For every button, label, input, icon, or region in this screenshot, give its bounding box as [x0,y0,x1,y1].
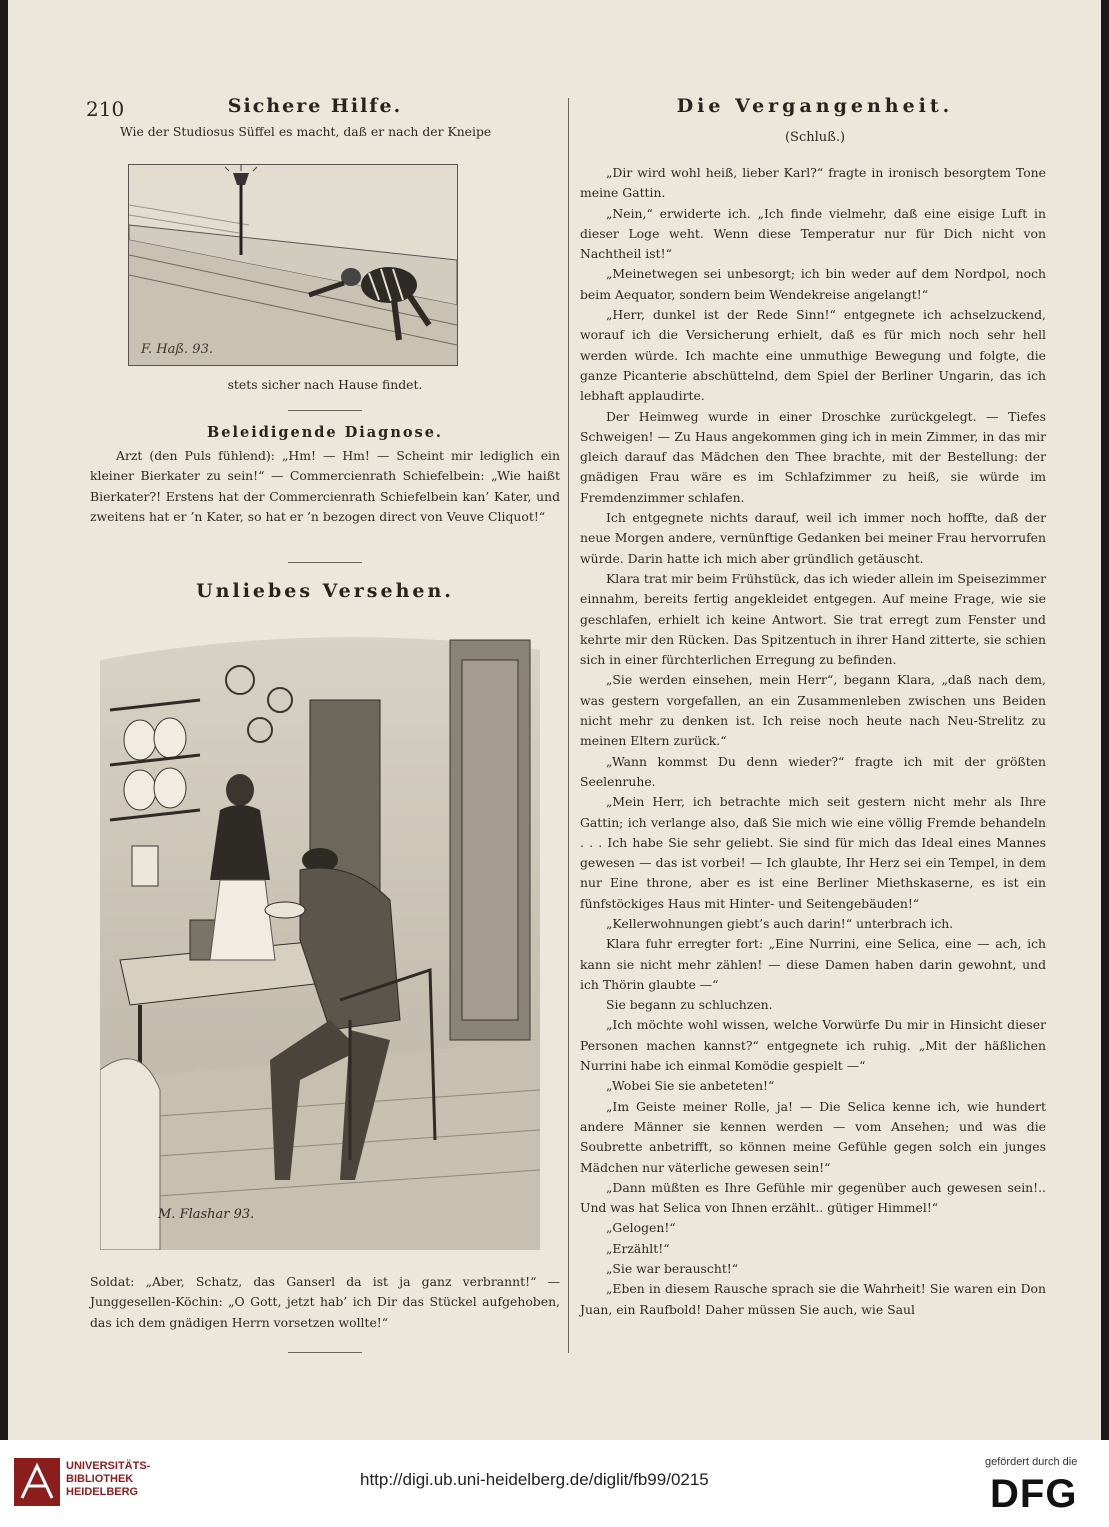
story-paragraph: „Dir wird wohl heiß, lieber Karl?“ fragte in ironisch besorgtem Tone meine Gattin. [580,165,1046,201]
story-paragraph: „Sie werden einsehen, mein Herr“, begann Klara, „daß nach dem, was gestern vorgefallen, an ein Zusammenleben zwischen uns Beiden nicht mehr zu denken ist. Ich reise noch heute nach Neu-Strelitz zu meinen Eltern zurück.“ [580,672,1046,749]
story-paragraph: „Kellerwohnungen giebt’s auch darin!“ unterbrach ich. [606,915,954,931]
story-paragraph: „Meinetwegen sei unbesorgt; ich bin weder auf dem Nordpol, noch beim Aequator, sondern beim Wendekreise angelangt!“ [580,266,1046,302]
soldier-and-cook-drawing [100,620,540,1250]
joke2-title: Beleidigende Diagnose. [207,424,443,441]
story-paragraph: Der Heimweg wurde in einer Droschke zurückgelegt. — Tiefes Schweigen! — Zu Haus angekommen ging ich in mein Zimmer, in das mir gleich darauf das Mädchen den Thee brachte, mit der Bestellung: der gnädigen Frau wäre es im Schlafzimmer zu heiß, sie würde im Fremdenzimmer schlafen. [580,408,1046,505]
dfg-logo[interactable]: DFG [990,1472,1078,1516]
joke1-caption-top: Wie der Studiosus Süffel es macht, daß er nach der Kneipe [120,124,492,139]
story-paragraph: Klara fuhr erregter fort: „Eine Nurrini, eine Selica, eine — ach, ich kann sie nicht mehr zählen! — diese Damen haben darin gewohnt, und ich Thörin glaubte —“ [580,936,1046,992]
story-paragraph: „Mein Herr, ich betrachte mich seit gestern nicht mehr als Ihre Gattin; ich verlange also, daß Sie mich wie eine völlig Fremde behandeln . . . Ich habe Sie sehr geliebt. Sie sind für mich das Ideal eines Mannes gewesen — das ist vorbei! — Ich glaubte, Ihr Herz sei ein Tempel, in dem nur Eine throne, aber es ist eine Berliner Miethskaserne, es ist ein fünfstöckiges Haus mit Hinter- und Seitengebäuden!“ [580,794,1046,911]
joke3-caption [90,1272,560,1333]
story-paragraph: „Nein,“ erwiderte ich. „Ich finde vielmehr, daß eine eisige Luft in dieser Loge weht. Wenn diese Temperatur nur für Dich nicht von Nachtheil ist!“ [580,205,1046,262]
story-paragraph: „Ich möchte wohl wissen, welche Vorwürfe Du mir in Hinsicht dieser Personen machen kannst?“ entgegnete ich ruhig. „Mit der häßlichen Nurrini habe ich einmal Komödie gespielt —“ [580,1017,1046,1074]
university-library-name[interactable] [66,1460,150,1499]
story-paragraph: „Gelogen!“ [606,1220,676,1236]
story-paragraph: „Erzählt!“ [606,1240,670,1256]
funder-text: gefördert durch die [985,1456,1078,1468]
drunk-student-drawing [129,165,457,365]
section-rule [288,1352,362,1353]
story-paragraph: „Dann müßten es Ihre Gefühle mir gegenüber auch gewesen sein!.. Und was hat Selica von Ihnen erzählt.. gütiger Himmel!“ [580,1179,1046,1216]
left-column-title: Sichere Hilfe. [227,95,403,117]
joke1-artist-signature: F. Haß. 93. [141,342,213,357]
story-paragraph: Klara trat mir beim Frühstück, das ich wieder allein im Speisezimmer einnahm, bereits fertig angekleidet entgegen. Auf meine Frage, wie sie geschlafen, erhielt ich keine Antwort. Sie trat erregt zum Fenster und kehrte mir den Rücken. Das Spitzentuch in ihrer Hand zitterte, sie schien sich in einer fürchterlichen Erregung zu befinden. [580,570,1046,668]
story-text [580,163,1046,1320]
kitchen-illustration [100,620,540,1250]
column-divider [568,98,569,1353]
section-rule [288,410,362,411]
joke3-caption-text: Soldat: „Aber, Schatz, das Ganserl da ist ja ganz verbrannt!“ — Junggesellen-Köchin: „O Gott, jetzt hab’ ich Dir das Stückel aufgehoben, das ich dem gnädigen Herrn vorsetzen wollte!“ [90,1274,560,1330]
library-line-3: HEIDELBERG [66,1486,139,1498]
permalink-url[interactable]: http://digi.ub.uni-heidelberg.de/diglit/fb99/0215 [360,1470,709,1489]
story-paragraph: „Wobei Sie sie anbeteten!“ [606,1078,775,1094]
university-library-logo-icon[interactable] [14,1458,60,1506]
story-paragraph: „Sie war berauscht!“ [606,1261,739,1277]
story-paragraph: „Eben in diesem Rausche sprach sie die Wahrheit! Sie waren ein Don Juan, ein Raufbold! Daher müssen Sie auch, wie Saul [580,1281,1046,1317]
story-paragraph: „Im Geiste meiner Rolle, ja! — Die Selica kenne ich, wie hundert andere Männer sie kennen werden — vom Ansehen; und was die Soubrette anbetrifft, so können meine Gefühle gegen solch ein junges Mädchen nur väterliche gewesen sein!“ [580,1098,1046,1175]
story-subtitle: (Schluß.) [784,130,846,145]
joke1-caption-bottom: stets sicher nach Hause findet. [227,377,423,392]
library-line-1: UNIVERSITÄTS- [66,1460,151,1472]
section-rule [288,562,362,563]
page-number: 210 [86,97,125,121]
story-paragraph: Ich entgegnete nichts darauf, weil ich immer noch hoffte, daß der neue Morgen andere, vernünftige Gedanken bei meiner Frau hervorrufen würde. Darin hatte ich mich aber gründlich getäuscht. [580,510,1046,566]
story-paragraph: Sie begann zu schluchzen. [606,997,773,1013]
story-paragraph: „Wann kommst Du denn wieder?“ fragte ich mit der größten Seelenruhe. [580,753,1046,789]
story-title: Die Vergangenheit. [676,95,954,117]
joke3-artist-signature: M. Flashar 93. [158,1207,255,1222]
joke3-title: Unliebes Versehen. [196,580,454,602]
joke2-paragraph: Arzt (den Puls fühlend): „Hm! — Hm! — Scheint mir lediglich ein kleiner Bierkater zu sein!“ — Commercienrath Schiefelbein: „Wie haißt Bierkater?! Erstens hat der Commercienrath Schiefelbein kan’ Kater, und zweitens hat er ’n Kater, so hat er ’n bezogen direct von Veuve Cliquot!“ [90,448,560,524]
story-paragraph: „Herr, dunkel ist der Rede Sinn!“ entgegnete ich achselzuckend, worauf ich die Versicherung erhielt, daß es für mich noch sehr hell werden würde. Ich machte eine unmuthige Bewegung und folgte, die ganze Picanterie abschüttelnd, dem Spiel der Berliner Ungarin, das ich lebhaft applaudirte. [580,307,1046,404]
library-line-2: BIBLIOTHEK [66,1473,134,1485]
street-lamp-illustration [128,164,458,366]
joke2-text [90,446,560,527]
